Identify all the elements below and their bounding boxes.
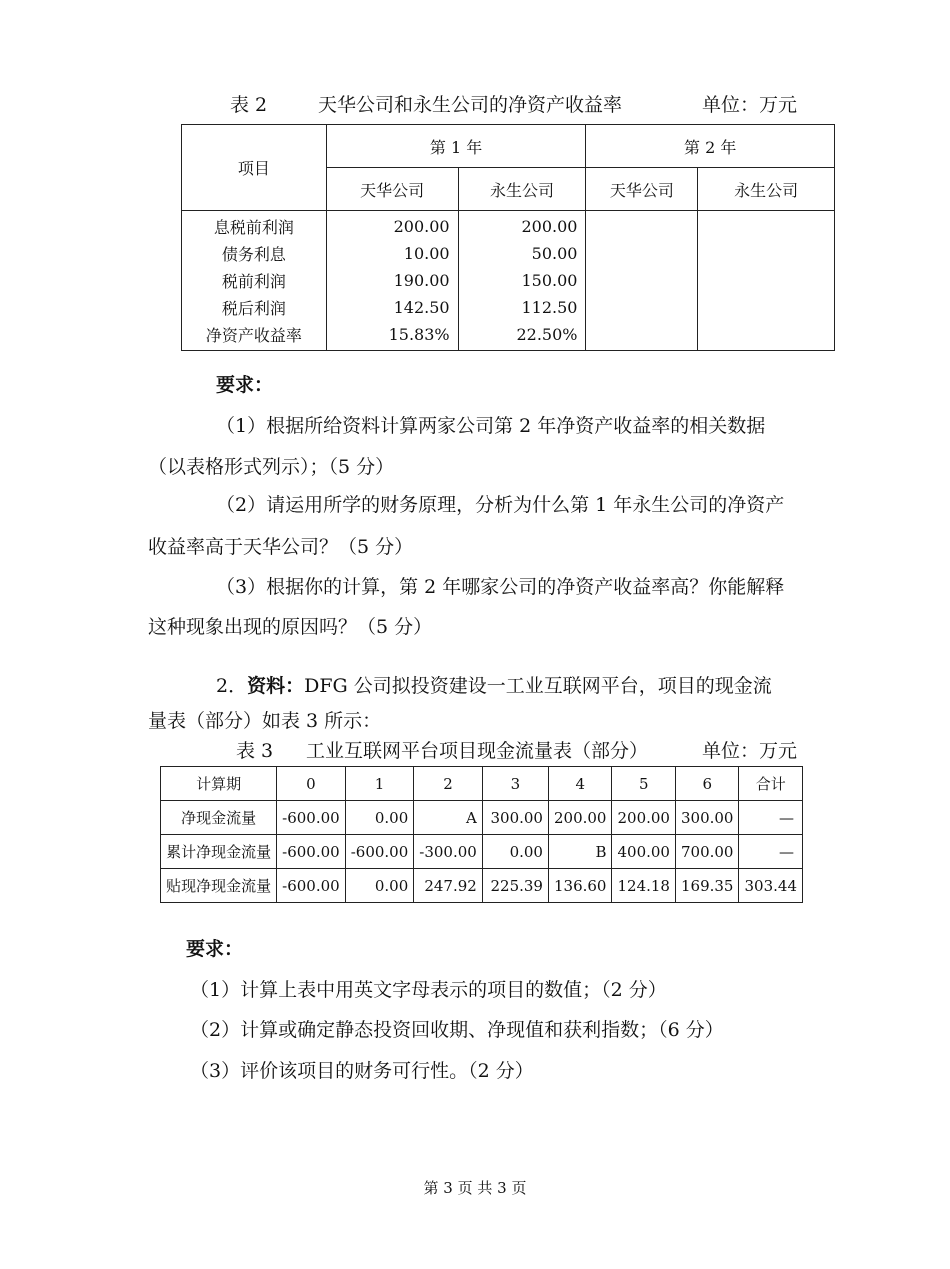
table2-row-item: 债务利息 [182,240,327,267]
table3-header: 计算期 [161,767,277,801]
table3-cell: 124.18 [612,869,676,903]
requirements-heading-2: 要求： [186,938,244,960]
table3-cell: 200.00 [548,801,612,835]
table2-cell: 150.00 [458,267,586,294]
page-number: 第 3 页 共 3 页 [423,1179,527,1197]
table3-cell: -600.00 [345,835,414,869]
table3-header: 5 [612,767,676,801]
table3-caption-title: 工业互联网平台项目现金流量表（部分） [306,740,649,762]
table2-empty-cell [698,240,835,267]
table3-cell: -600.00 [277,801,346,835]
question-3-line-2: 这种现象出现的原因吗？（5 分） [148,616,433,638]
table2-empty-cell [586,294,698,321]
table2-header-item: 项目 [182,125,327,211]
table3-header: 1 [345,767,414,801]
table2-cell: 10.00 [326,240,458,267]
table-row [182,294,835,321]
table3-cell: 400.00 [612,835,676,869]
table2-empty-cell [586,267,698,294]
table2-caption-number: 表 2 [230,94,268,116]
table2-cell: 200.00 [458,211,586,241]
table2-caption-title: 天华公司和永生公司的净资产收益率 [318,94,623,116]
table3-cell: -600.00 [277,869,346,903]
section2-label: 资料： [247,675,305,697]
table2-row-item: 息税前利润 [182,211,327,241]
table2-empty-cell [698,321,835,351]
req2-question-2: （2）计算或确定静态投资回收期、净现值和获利指数；（6 分） [190,1019,724,1041]
table2-cell: 190.00 [326,267,458,294]
table-row [161,835,803,869]
table2-empty-cell [586,321,698,351]
table3-header: 0 [277,767,346,801]
table2-cell: 112.50 [458,294,586,321]
table2-row-item: 税前利润 [182,267,327,294]
table3-cell: — [739,801,803,835]
table2-header-company-a-y2: 天华公司 [586,168,698,211]
table2-cell: 15.83% [326,321,458,351]
table-row [161,869,803,903]
table3-cell: 200.00 [612,801,676,835]
table2-cell: 22.50% [458,321,586,351]
table3-row-label: 累计净现金流量 [161,835,277,869]
table3-cashflow [160,766,803,903]
table2-row-item: 税后利润 [182,294,327,321]
question-2-line-1: （2）请运用所学的财务原理，分析为什么第 1 年永生公司的净资产 [216,494,785,516]
table2-empty-cell [586,211,698,241]
table2-header-company-a-y1: 天华公司 [326,168,458,211]
table3-cell: 0.00 [482,835,548,869]
table2-header-year2: 第 2 年 [586,125,835,168]
table3-caption-number: 表 3 [236,740,274,762]
table3-header: 4 [548,767,612,801]
question-1-line-2: （以表格形式列示）；（5 分） [148,456,395,478]
table-row [182,240,835,267]
table3-cell: -600.00 [277,835,346,869]
section2-line2: 量表（部分）如表 3 所示： [148,710,382,732]
table2-empty-cell [698,211,835,241]
table3-cell: 300.00 [675,801,739,835]
table-row [182,321,835,351]
section2-line1: DFG 公司拟投资建设一工业互联网平台，项目的现金流 [304,675,772,697]
table3-header: 6 [675,767,739,801]
table3-caption-unit: 单位：万元 [702,740,798,762]
table3-row-label: 贴现净现金流量 [161,869,277,903]
question-2-line-2: 收益率高于天华公司？（5 分） [148,536,414,558]
table2-cell: 200.00 [326,211,458,241]
table3-cell: 247.92 [414,869,483,903]
table3-header: 2 [414,767,483,801]
table3-cell: 169.35 [675,869,739,903]
table2-header-company-b-y1: 永生公司 [458,168,586,211]
table2-caption-unit: 单位：万元 [702,94,798,116]
table3-cell: 225.39 [482,869,548,903]
table2-cell: 142.50 [326,294,458,321]
table3-cell: 136.60 [548,869,612,903]
table3-header: 3 [482,767,548,801]
table2-header-company-b-y2: 永生公司 [698,168,835,211]
table2-empty-cell [586,240,698,267]
table3-cell: 0.00 [345,801,414,835]
table2-empty-cell [698,267,835,294]
requirements-heading-1: 要求： [216,374,274,396]
table3-header: 合计 [739,767,803,801]
req2-question-1: （1）计算上表中用英文字母表示的项目的数值；（2 分） [190,979,667,1001]
table2-empty-cell [698,294,835,321]
req2-question-3: （3）评价该项目的财务可行性。（2 分） [190,1060,534,1082]
table3-cell: 303.44 [739,869,803,903]
table-header-row [161,767,803,801]
table3-cell: B [548,835,612,869]
table2-header-year1: 第 1 年 [326,125,586,168]
table3-cell: 300.00 [482,801,548,835]
table3-cell: A [414,801,483,835]
table-row [161,801,803,835]
question-1-line-1: （1）根据所给资料计算两家公司第 2 年净资产收益率的相关数据 [216,415,766,437]
table3-row-label: 净现金流量 [161,801,277,835]
table-row [182,211,835,241]
table3-cell: — [739,835,803,869]
table2-row-item: 净资产收益率 [182,321,327,351]
section2-paragraph [216,671,772,698]
table3-cell: -300.00 [414,835,483,869]
table3-cell: 700.00 [675,835,739,869]
section2-number: 2． [216,675,248,697]
table2-cell: 50.00 [458,240,586,267]
table2-roe [181,124,835,351]
question-3-line-1: （3）根据你的计算，第 2 年哪家公司的净资产收益率高？你能解释 [216,576,785,598]
table3-cell: 0.00 [345,869,414,903]
table-row [182,267,835,294]
